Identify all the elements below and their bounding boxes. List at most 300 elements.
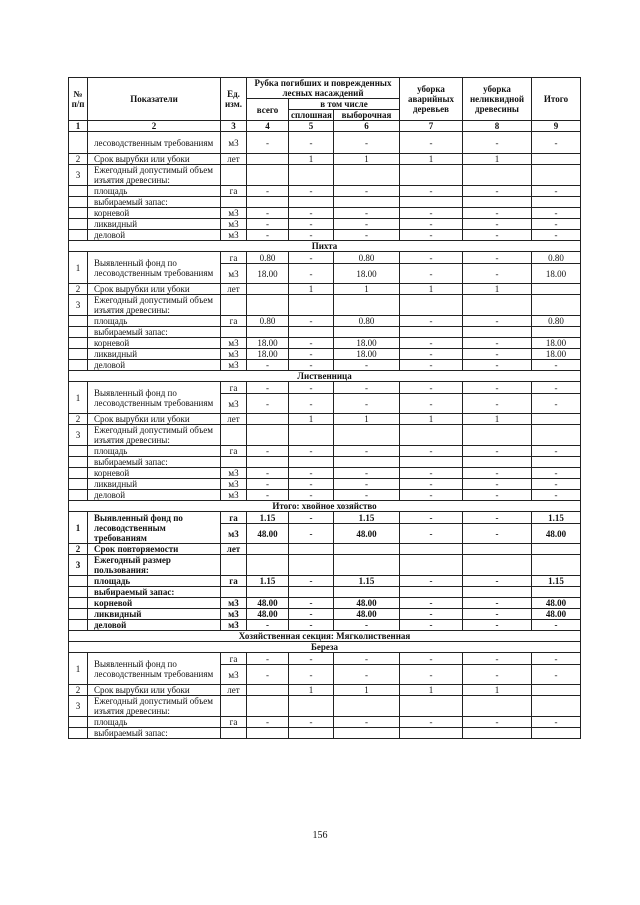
row-value: -: [289, 349, 334, 360]
row-number: [69, 186, 88, 197]
row-value: 1: [334, 154, 400, 165]
row-value: -: [463, 360, 532, 371]
fund-row: [69, 382, 581, 394]
column-number: 8: [463, 121, 532, 132]
column-number: 3: [221, 121, 247, 132]
column-number: 2: [88, 121, 221, 132]
row-number: [69, 728, 88, 739]
row-value: -: [334, 468, 400, 479]
row-value: -: [289, 598, 334, 609]
row-unit: м3: [221, 524, 247, 544]
row-number: 1: [69, 252, 88, 284]
section-title: Хозяйственная секция: Мягколиственная: [69, 631, 581, 642]
row-unit: м3: [221, 665, 247, 685]
row-label: Выявленный фонд по лесоводственным требованиям: [88, 512, 221, 544]
row-value: [289, 728, 334, 739]
row-value: 1.15: [532, 512, 581, 524]
row-value: -: [289, 609, 334, 620]
row-value: [334, 544, 400, 555]
row-value: -: [289, 665, 334, 685]
row-value: -: [247, 490, 289, 501]
row-value: -: [334, 219, 400, 230]
row-unit: [221, 425, 247, 446]
row-number: [69, 360, 88, 371]
header-illiquid: уборка неликвидной древесины: [463, 78, 532, 121]
table-row: [69, 349, 581, 360]
table-row: [69, 555, 581, 576]
table-row: [69, 587, 581, 598]
row-unit: м3: [221, 394, 247, 414]
row-value: 48.00: [334, 524, 400, 544]
row-value: -: [289, 208, 334, 219]
row-value: 1: [289, 154, 334, 165]
section-title-row: [69, 501, 581, 512]
row-value: -: [334, 446, 400, 457]
row-label: Ежегодный допустимый объем изъятия древесины:: [88, 295, 221, 316]
row-label: выбираемый запас:: [88, 728, 221, 739]
section-title: Итого: хвойное хозяйство: [69, 501, 581, 512]
row-number: [69, 316, 88, 327]
row-value: -: [463, 394, 532, 414]
row-value: [334, 165, 400, 186]
row-value: -: [532, 490, 581, 501]
row-label: площадь: [88, 186, 221, 197]
table-row: [69, 338, 581, 349]
row-value: [247, 728, 289, 739]
table-row: [69, 316, 581, 327]
row-value: -: [532, 665, 581, 685]
row-value: -: [289, 394, 334, 414]
row-value: -: [334, 382, 400, 394]
column-number: 7: [400, 121, 463, 132]
row-value: 1: [463, 685, 532, 696]
row-value: -: [400, 446, 463, 457]
table-row: [69, 685, 581, 696]
row-value: -: [247, 653, 289, 665]
row-unit: [221, 327, 247, 338]
row-value: 0.80: [334, 252, 400, 264]
row-value: -: [400, 609, 463, 620]
header-selective: выборочная: [334, 110, 400, 121]
header-emergency: уборка аварийных деревьев: [400, 78, 463, 121]
row-value: -: [532, 479, 581, 490]
table-row: [69, 154, 581, 165]
row-value: 18.00: [532, 264, 581, 284]
row-label: Срок вырубки или убоки: [88, 414, 221, 425]
row-value: -: [463, 446, 532, 457]
table-row: [69, 186, 581, 197]
table-row: [69, 327, 581, 338]
row-value: [334, 696, 400, 717]
row-number: [69, 468, 88, 479]
row-value: [463, 165, 532, 186]
row-value: -: [463, 576, 532, 587]
row-value: [532, 555, 581, 576]
row-value: 1.15: [247, 576, 289, 587]
row-value: 0.80: [532, 316, 581, 327]
row-value: 48.00: [532, 598, 581, 609]
row-value: [247, 457, 289, 468]
row-value: -: [463, 598, 532, 609]
row-value: 1: [334, 284, 400, 295]
row-value: -: [400, 219, 463, 230]
row-number: 2: [69, 284, 88, 295]
row-value: [532, 295, 581, 316]
row-value: [463, 696, 532, 717]
header-unit: Ед. изм.: [221, 78, 247, 121]
table-row: [69, 208, 581, 219]
table-row: [69, 197, 581, 208]
row-label: ликвидный: [88, 219, 221, 230]
row-value: -: [463, 252, 532, 264]
row-value: -: [463, 665, 532, 685]
section-title: Лиственница: [69, 371, 581, 382]
row-value: 18.00: [334, 349, 400, 360]
row-label: деловой: [88, 490, 221, 501]
row-value: 1.15: [334, 512, 400, 524]
row-label: Ежегодный размер пользования:: [88, 555, 221, 576]
row-value: 1: [289, 284, 334, 295]
row-value: [247, 197, 289, 208]
row-value: -: [289, 620, 334, 631]
row-label: Выявленный фонд по лесоводственным требованиям: [88, 653, 221, 685]
row-value: -: [532, 132, 581, 154]
row-value: [400, 425, 463, 446]
row-value: -: [463, 264, 532, 284]
row-value: -: [400, 717, 463, 728]
table-row: [69, 609, 581, 620]
column-number-row: [69, 121, 581, 132]
row-label: корневой: [88, 468, 221, 479]
row-value: -: [463, 349, 532, 360]
row-number: 2: [69, 154, 88, 165]
header-total: всего: [247, 99, 289, 121]
row-value: [289, 457, 334, 468]
row-number: [69, 598, 88, 609]
row-value: [334, 587, 400, 598]
row-unit: га: [221, 653, 247, 665]
row-value: [247, 555, 289, 576]
row-value: [247, 587, 289, 598]
row-value: [247, 425, 289, 446]
row-value: -: [289, 264, 334, 284]
table-row: [69, 295, 581, 316]
row-value: -: [463, 717, 532, 728]
row-value: -: [463, 468, 532, 479]
row-unit: га: [221, 316, 247, 327]
row-number: [69, 230, 88, 241]
row-value: -: [334, 490, 400, 501]
row-value: -: [289, 524, 334, 544]
row-value: -: [532, 653, 581, 665]
row-value: 18.00: [247, 338, 289, 349]
row-value: -: [400, 264, 463, 284]
row-label: Срок вырубки или убоки: [88, 685, 221, 696]
row-value: [289, 165, 334, 186]
row-value: -: [463, 132, 532, 154]
row-value: [289, 555, 334, 576]
row-value: 18.00: [532, 338, 581, 349]
row-value: -: [289, 653, 334, 665]
row-value: -: [289, 338, 334, 349]
row-value: -: [532, 717, 581, 728]
felling-table: [68, 77, 581, 739]
row-value: -: [400, 620, 463, 631]
row-value: [334, 197, 400, 208]
row-value: -: [289, 230, 334, 241]
row-value: 1: [334, 685, 400, 696]
row-value: -: [334, 132, 400, 154]
row-unit: [221, 696, 247, 717]
row-value: -: [289, 479, 334, 490]
row-value: [532, 284, 581, 295]
row-value: -: [334, 665, 400, 685]
row-value: [532, 685, 581, 696]
row-value: 48.00: [247, 609, 289, 620]
table-row: [69, 717, 581, 728]
row-value: -: [532, 620, 581, 631]
row-unit: лет: [221, 685, 247, 696]
row-label: Выявленный фонд по лесоводственным требованиям: [88, 252, 221, 284]
row-value: [247, 284, 289, 295]
row-unit: га: [221, 717, 247, 728]
row-unit: м3: [221, 468, 247, 479]
row-unit: лет: [221, 544, 247, 555]
fund-row: [69, 653, 581, 665]
header-indicators: Показатели: [88, 78, 221, 121]
row-value: 18.00: [247, 264, 289, 284]
row-unit: м3: [221, 349, 247, 360]
row-value: [532, 457, 581, 468]
row-label: ликвидный: [88, 479, 221, 490]
row-value: 1: [463, 414, 532, 425]
section-title-row: [69, 631, 581, 642]
row-unit: м3: [221, 609, 247, 620]
row-value: -: [334, 717, 400, 728]
row-value: -: [400, 208, 463, 219]
row-number: [69, 338, 88, 349]
row-value: -: [400, 653, 463, 665]
row-number: [69, 479, 88, 490]
row-value: 1: [463, 154, 532, 165]
row-value: -: [400, 316, 463, 327]
row-value: 1: [400, 414, 463, 425]
row-value: [463, 587, 532, 598]
row-unit: га: [221, 446, 247, 457]
row-value: -: [463, 230, 532, 241]
page-number: 156: [312, 830, 328, 841]
table-body: [69, 132, 581, 739]
row-value: 18.00: [532, 349, 581, 360]
row-value: -: [463, 620, 532, 631]
row-value: [289, 327, 334, 338]
row-number: 1: [69, 653, 88, 685]
row-label: площадь: [88, 316, 221, 327]
row-label: выбираемый запас:: [88, 197, 221, 208]
row-unit: лет: [221, 284, 247, 295]
section-title-row: [69, 642, 581, 653]
row-value: [400, 555, 463, 576]
row-value: -: [532, 382, 581, 394]
table-row: [69, 132, 581, 154]
row-value: -: [463, 490, 532, 501]
row-value: -: [289, 446, 334, 457]
row-value: -: [289, 219, 334, 230]
row-unit: [221, 457, 247, 468]
row-label: Ежегодный допустимый объем изъятия древесины:: [88, 425, 221, 446]
row-label: деловой: [88, 230, 221, 241]
row-number: [69, 490, 88, 501]
row-number: 2: [69, 544, 88, 555]
row-label: Срок вырубки или убоки: [88, 154, 221, 165]
row-value: -: [334, 230, 400, 241]
row-value: -: [532, 208, 581, 219]
row-value: [334, 295, 400, 316]
row-value: -: [334, 208, 400, 219]
row-value: [247, 414, 289, 425]
table-row: [69, 414, 581, 425]
table-row: [69, 284, 581, 295]
row-unit: га: [221, 186, 247, 197]
section-title: Береза: [69, 642, 581, 653]
row-value: 1.15: [532, 576, 581, 587]
row-value: 1: [334, 414, 400, 425]
row-value: -: [532, 394, 581, 414]
section-title-row: [69, 241, 581, 252]
table-row: [69, 479, 581, 490]
row-value: [400, 457, 463, 468]
row-value: -: [463, 653, 532, 665]
row-value: 1.15: [334, 576, 400, 587]
row-value: -: [400, 524, 463, 544]
row-value: 18.00: [334, 264, 400, 284]
row-value: -: [247, 468, 289, 479]
row-label: корневой: [88, 208, 221, 219]
fund-row: [69, 252, 581, 264]
row-value: -: [247, 230, 289, 241]
row-value: -: [247, 717, 289, 728]
row-value: -: [463, 338, 532, 349]
row-value: [532, 696, 581, 717]
row-value: [463, 555, 532, 576]
row-number: [69, 132, 88, 154]
row-number: [69, 197, 88, 208]
row-value: [289, 197, 334, 208]
row-value: [247, 544, 289, 555]
row-value: -: [400, 252, 463, 264]
row-value: -: [400, 394, 463, 414]
row-value: -: [247, 132, 289, 154]
table-row: [69, 425, 581, 446]
row-value: 0.80: [247, 316, 289, 327]
row-label: Ежегодный допустимый объем изъятия древесины:: [88, 696, 221, 717]
row-value: [532, 544, 581, 555]
row-number: 3: [69, 555, 88, 576]
row-value: [247, 165, 289, 186]
row-value: -: [334, 394, 400, 414]
row-label: площадь: [88, 717, 221, 728]
row-unit: м3: [221, 338, 247, 349]
row-label: корневой: [88, 598, 221, 609]
row-value: 1.15: [247, 512, 289, 524]
row-unit: м3: [221, 620, 247, 631]
table-row: [69, 490, 581, 501]
row-value: -: [247, 219, 289, 230]
row-number: [69, 327, 88, 338]
row-value: -: [463, 208, 532, 219]
row-unit: га: [221, 576, 247, 587]
row-value: [400, 587, 463, 598]
row-value: -: [289, 382, 334, 394]
row-value: -: [289, 360, 334, 371]
row-unit: [221, 587, 247, 598]
row-value: [289, 544, 334, 555]
row-unit: м3: [221, 230, 247, 241]
row-label: площадь: [88, 446, 221, 457]
row-label: корневой: [88, 338, 221, 349]
row-value: -: [532, 219, 581, 230]
section-title: Пихта: [69, 241, 581, 252]
row-value: -: [289, 252, 334, 264]
row-value: -: [400, 360, 463, 371]
row-value: [532, 165, 581, 186]
row-value: -: [247, 208, 289, 219]
row-value: 1: [400, 685, 463, 696]
row-number: [69, 446, 88, 457]
row-value: [247, 327, 289, 338]
row-value: 18.00: [334, 338, 400, 349]
row-value: 18.00: [247, 349, 289, 360]
row-value: 1: [400, 284, 463, 295]
header-itogo: Итого: [532, 78, 581, 121]
row-value: -: [532, 468, 581, 479]
row-value: [334, 327, 400, 338]
table-row: [69, 696, 581, 717]
row-value: -: [247, 620, 289, 631]
row-value: [247, 685, 289, 696]
row-value: -: [463, 609, 532, 620]
row-value: [289, 295, 334, 316]
row-value: [532, 327, 581, 338]
row-value: -: [400, 382, 463, 394]
row-value: -: [289, 316, 334, 327]
row-value: 48.00: [532, 609, 581, 620]
row-unit: м3: [221, 219, 247, 230]
header-in-that: в том числе: [289, 99, 400, 110]
table-row: [69, 544, 581, 555]
row-label: деловой: [88, 620, 221, 631]
row-value: -: [289, 576, 334, 587]
row-value: [289, 696, 334, 717]
row-unit: м3: [221, 490, 247, 501]
row-value: -: [463, 382, 532, 394]
row-value: -: [400, 665, 463, 685]
row-unit: [221, 295, 247, 316]
row-unit: м3: [221, 264, 247, 284]
row-value: -: [400, 512, 463, 524]
row-value: -: [334, 620, 400, 631]
row-value: 48.00: [247, 598, 289, 609]
row-unit: га: [221, 382, 247, 394]
row-unit: [221, 555, 247, 576]
section-title-row: [69, 371, 581, 382]
header-clear: сплошная: [289, 110, 334, 121]
row-value: [247, 696, 289, 717]
row-value: [463, 425, 532, 446]
table-row: [69, 576, 581, 587]
row-number: 1: [69, 512, 88, 544]
row-value: -: [400, 479, 463, 490]
